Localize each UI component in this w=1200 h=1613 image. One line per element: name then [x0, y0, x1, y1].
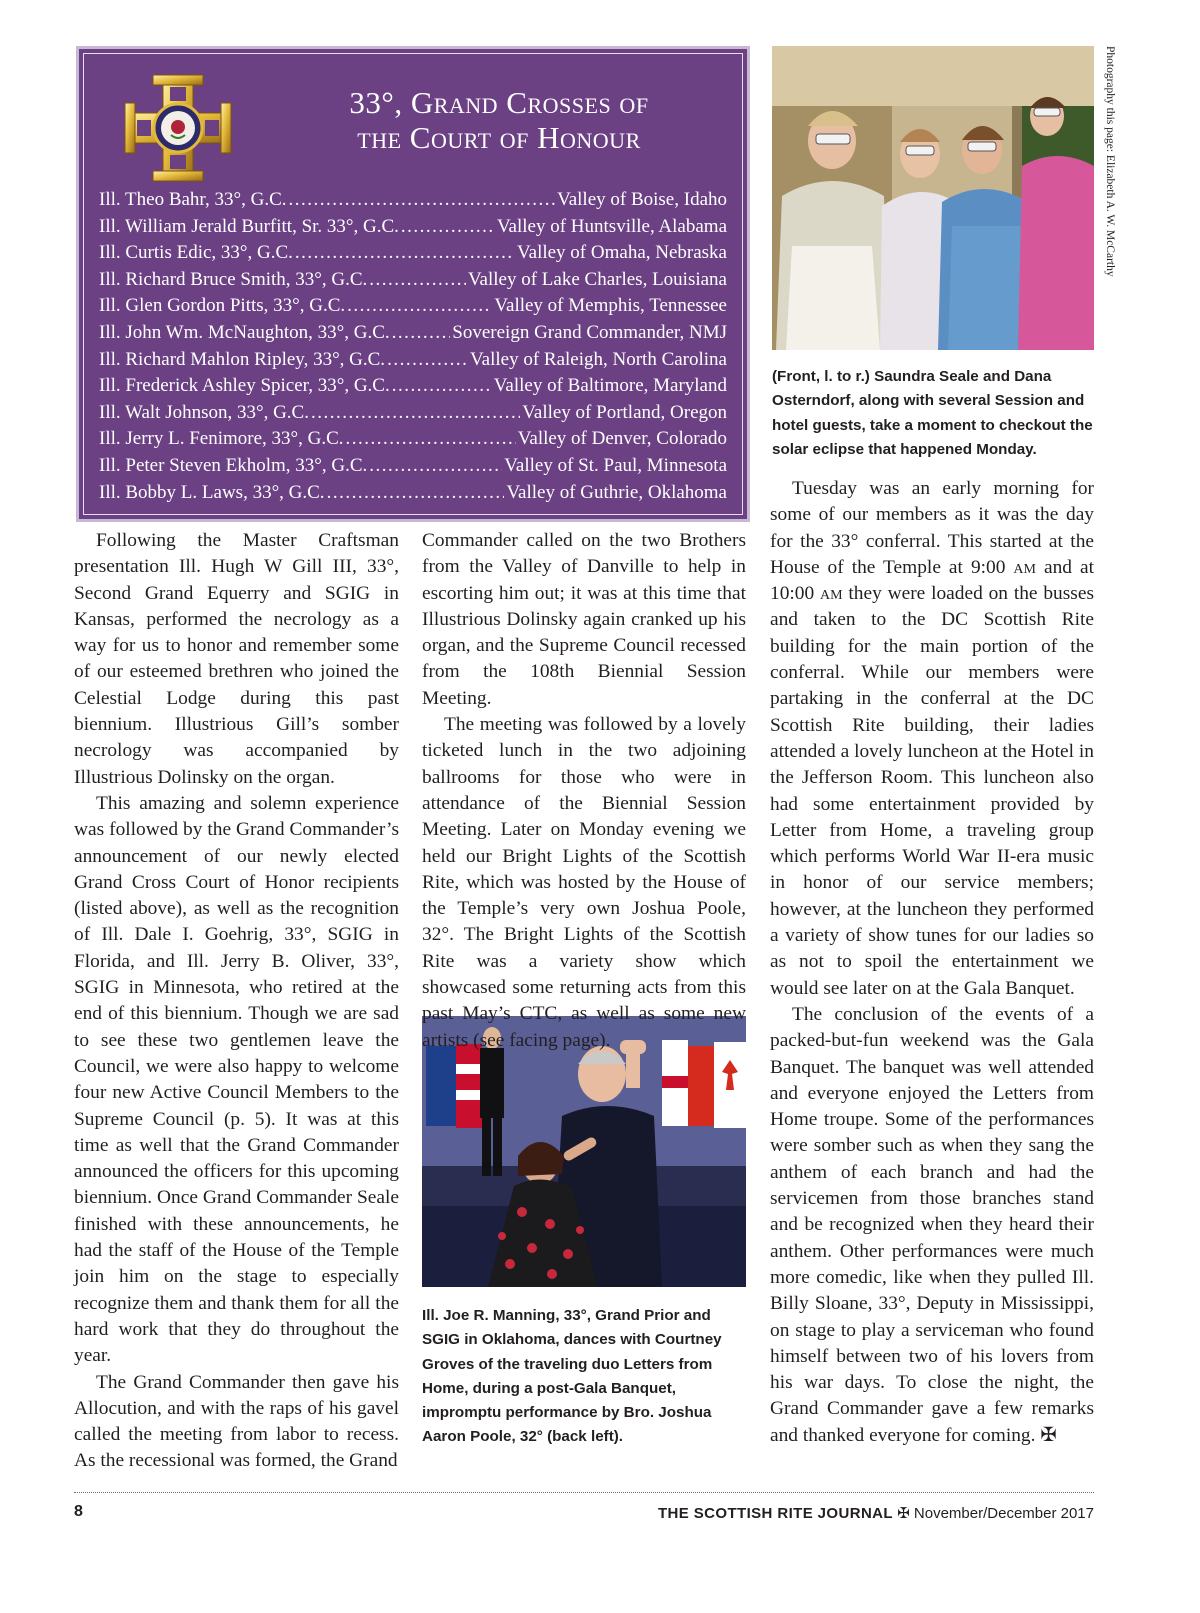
honours-entry [99, 375, 727, 402]
dot-leader [347, 295, 492, 317]
honours-entry [99, 455, 727, 482]
honoree-valley: Sovereign Grand Commander, NMJ [452, 321, 727, 343]
footer-divider [74, 1492, 1094, 1493]
dot-leader [295, 242, 515, 264]
article-paragraph-3-continued: Commander called on the two Brothers from the Valley of Danville to help in escorting him out; it was at this time that Illustrious Dolinsky again cranked up his organ, and the Supreme Council recessed from the 108th Biennial Session Meeting. [422, 530, 746, 709]
honoree-name: Ill. Theo Bahr, 33°, G.C. [99, 189, 287, 210]
honours-entry [99, 189, 727, 216]
footer-journal-title [658, 1504, 1094, 1522]
honoree-name: Ill. Frederick Ashley Spicer, 33°, G.C. [99, 375, 390, 397]
article-column-2 [422, 528, 746, 1054]
honours-entry [99, 349, 727, 376]
photo-credit: Photography this page: Elizabeth A. W. McCarthy [1104, 46, 1116, 277]
gala-dance-photo [422, 1016, 746, 1287]
dot-leader [346, 428, 516, 450]
dot-leader [369, 455, 502, 477]
article-paragraph-1: Following the Master Craftsman presentation Ill. Hugh W Gill III, 33°, Second Grand Equerry and SGIG in Kansas, performed the necrology as a way for us to honor and remember some of our esteemed brethren who joined the Celestial Lodge during this past biennium. Illustrious Gill’s somber necrology was accompanied by Illustrious Dolinsky on the organ. [74, 530, 399, 788]
court-of-honour-cross-icon [123, 73, 233, 183]
solar-eclipse-photo [772, 46, 1094, 350]
article-paragraph-6: The conclusion of the events of a packed-but-fun weekend was the Gala Banquet. The banquet was well attended and everyone enjoyed the Letters from Home troupe. Some of the performances were somber such as when they sang the anthem of each branch and had the servicemen from those branches stand and be recognized when they heard their anthem. Other performances were much more comedic, like when they pulled Ill. Billy Sloane, 33°, Deputy in Mississippi, on stage to play a serviceman who found himself between two of his lovers from his war days. To close the night, the Grand Commander gave a few remarks and thanked everyone for coming. ✠ [770, 1003, 1094, 1446]
footer-separator-icon: ✠ [897, 1505, 910, 1522]
honours-entry [99, 242, 727, 269]
page-number: 8 [74, 1503, 83, 1520]
article-column-1 [74, 528, 399, 1475]
honours-entry [99, 482, 727, 509]
dot-leader [311, 402, 520, 424]
dance-photo-caption: Ill. Joe R. Manning, 33°, Grand Prior and SGIG in Oklahoma, dances with Courtney Groves of the traveling duo Letters from Home, during a post-Gala Banquet, impromptu performance by Bro. Joshua Aaron Poole, 32° (back left). [422, 1307, 722, 1446]
honoree-name: Ill. William Jerald Burfitt, Sr. 33°, G.C. [99, 215, 399, 237]
honoree-valley: Valley of Denver, Colorado [517, 428, 727, 450]
dot-leader [392, 375, 492, 397]
journal-name: THE SCOTTISH RITE JOURNAL [657, 1505, 893, 1522]
honours-entry [99, 402, 727, 429]
honoree-name: Ill. Curtis Edic, 33°, G.C. [99, 242, 293, 264]
article-paragraph-5: Tuesday was an early morning for some of our members as it was the day for the 33° conferral. This started at the House of the Temple at 9:00 am and at 10:00 am they were loaded on the busses and taken to the DC Scottish Rite building for the main portion of the conferral. While our members were partaking in the conferral at the DC Scottish Rite building, their ladies attended a lovely luncheon at the Hotel in the Jefferson Room. This luncheon also had some entertainment provided by Letter from Home, a traveling group which performs World War II-era music in honor of our service members; however, at the luncheon they performed a variety of show tunes for our ladies so as not to spoil the entertainment we would see later on at the Gala Banquet. [770, 478, 1094, 999]
honoree-name: Ill. Richard Mahlon Ripley, 33°, G.C. [99, 348, 386, 370]
issue-date: November/December 2017 [913, 1505, 1094, 1522]
article-column-3 [770, 476, 1094, 1449]
honoree-name: Ill. Peter Steven Ekholm, 33°, G.C. [99, 454, 368, 476]
grand-cross-honours-box [76, 46, 750, 522]
honoree-valley: Valley of Raleigh, North Carolina [470, 348, 727, 370]
end-mark-icon: ✠ [1040, 1424, 1057, 1446]
honoree-valley: Valley of St. Paul, Minnesota [504, 454, 727, 476]
eclipse-photo-caption: (Front, l. to r.) Saundra Seale and Dana Osterndorf, along with several Session and hotel guests, take a moment to checkout the solar eclipse that happened Monday. [772, 368, 1093, 458]
honours-title [269, 85, 729, 155]
honoree-name: Ill. Bobby L. Laws, 33°, G.C. [99, 481, 325, 503]
honoree-valley: Valley of Boise, Idaho [557, 189, 727, 210]
honours-entry [99, 322, 727, 349]
honours-list [99, 189, 727, 508]
honoree-name: Ill. John Wm. McNaughton, 33°, G.C. [99, 321, 390, 343]
honoree-valley: Valley of Memphis, Tennessee [494, 295, 727, 317]
dot-leader [387, 349, 468, 371]
honours-title-line-1: 33°, Grand Crosses of [349, 85, 649, 120]
honours-entry [99, 269, 727, 296]
honoree-name: Ill. Glen Gordon Pitts, 33°, G.C. [99, 295, 346, 317]
honoree-valley: Valley of Guthrie, Oklahoma [506, 481, 727, 503]
honoree-valley: Valley of Portland, Oregon [522, 401, 727, 423]
honours-entry [99, 428, 727, 455]
honours-entry [99, 295, 727, 322]
honoree-valley: Valley of Omaha, Nebraska [517, 242, 727, 264]
dot-leader [369, 269, 466, 291]
article-paragraph-2: This amazing and solemn experience was followed by the Grand Commander’s announcement of our newly elected Grand Cross Court of Honor recipients (listed above), as well as the recognition of Ill. Dale I. Goehrig, 33°, SGIG in Florida, and Ill. Jerry B. Oliver, 33°, SGIG in Minnesota, who retired at the end of this biennium. Though we are sad to see these two gentlemen leave the Council, we were also happy to welcome four new Active Council Members to the Supreme Council (p. 5). It was at this time as well that the Grand Commander announced the officers for this upcoming biennium. Once Grand Commander Seale finished with these announcements, he had the staff of the House of the Temple join him on the stage to especially recognize them and thank them for all the hard work that they do throughout the year. [74, 792, 399, 1367]
dot-leader [401, 216, 495, 238]
honoree-name: Ill. Walt Johnson, 33°, G.C. [99, 401, 309, 423]
article-paragraph-3: The Grand Commander then gave his Allocution, and with the raps of his gavel called the meeting from labor to recess. As the recessional was formed, the Grand [74, 1371, 399, 1472]
honoree-name: Ill. Richard Bruce Smith, 33°, G.C. [99, 268, 368, 290]
honours-entry [99, 216, 727, 243]
article-paragraph-4: The meeting was followed by a lovely ticketed lunch in the two adjoining ballrooms for those who were in attendance of the Biennial Session Meeting. Later on Monday evening we held our Bright Lights of the Scottish Rite, which was hosted by the House of the Temple’s very own Joshua Poole, 32°. The Bright Lights of the Scottish Rite was a variety show which showcased some returning acts from this past May’s CTC, as well as some new artists (see facing page). [422, 714, 746, 1051]
dot-leader [289, 189, 556, 211]
honoree-valley: Valley of Baltimore, Maryland [493, 375, 727, 397]
honours-title-line-2: the Court of Honour [357, 120, 641, 155]
honoree-valley: Valley of Huntsville, Alabama [496, 215, 727, 237]
dot-leader [392, 322, 451, 344]
dot-leader [327, 482, 505, 504]
honoree-name: Ill. Jerry L. Fenimore, 33°, G.C. [99, 428, 344, 450]
honoree-valley: Valley of Lake Charles, Louisiana [467, 268, 727, 290]
